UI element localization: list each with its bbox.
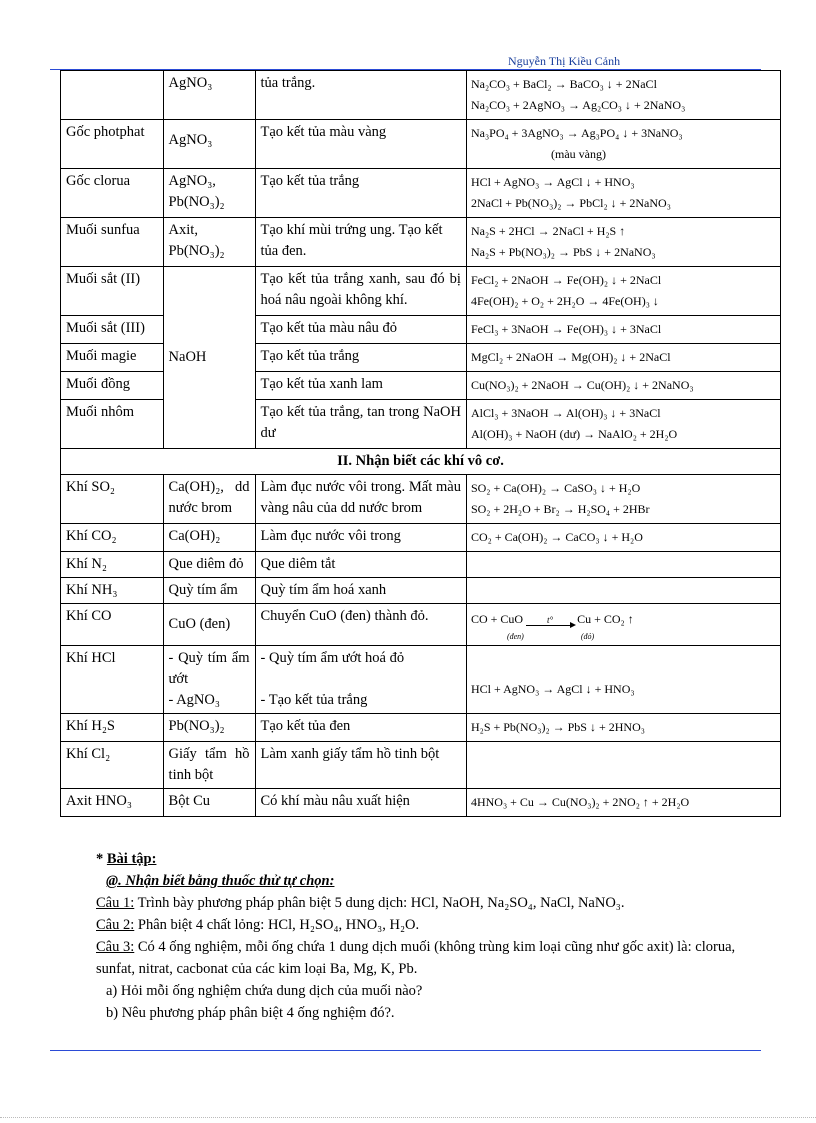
equation: FeCl₃ + 3NaOH → Fe(OH)₃ ↓ + 3NaCl <box>470 322 662 336</box>
equation: 4HNO₃ + Cu → Cu(NO₃)₂ + 2NO₂ ↑ + 2H₂O <box>470 795 690 809</box>
cell-phenomenon: Chuyển CuO (đen) thành đỏ. <box>255 604 466 646</box>
cell-equation <box>466 372 780 400</box>
section-row <box>61 449 781 475</box>
cell-equation <box>466 169 780 218</box>
cell-substance: Khí Cl₂ <box>61 742 164 789</box>
cell-reagent: Pb(NO₃)₂ <box>163 714 255 742</box>
question-3: Câu 3: Có 4 ống nghiệm, mỗi ống chứa 1 dung dịch muối (không trùng kim loại cũng như gốc axit) là: clorua, sunfat, nitrat, cacbonat của các kim loại Ba, Mg, K, Pb. <box>96 939 736 977</box>
equation: FeCl₂ + 2NaOH → Fe(OH)₂ ↓ + 2NaCl <box>470 273 662 287</box>
exercises-section <box>96 848 776 1024</box>
table-row <box>61 604 781 646</box>
cell-substance <box>61 71 164 120</box>
cell-equation <box>466 218 780 267</box>
equation: MgCl₂ + 2NaOH → Mg(OH)₂ ↓ + 2NaCl <box>470 350 671 364</box>
equation: 4Fe(OH)₂ + O₂ + 2H₂O → 4Fe(OH)₃ ↓ <box>470 294 659 308</box>
condition: t° <box>547 615 554 625</box>
phenomenon-line: - Tạo kết tủa trắng <box>260 692 368 708</box>
equation: HCl + AgNO₃ → AgCl ↓ + HNO₃ <box>470 682 635 696</box>
table-row <box>61 218 781 267</box>
cell-phenomenon: Tạo kết tủa trắng xanh, sau đó bị hoá nâu ngoài không khí. <box>255 267 466 316</box>
section-heading: II. Nhận biết các khí vô cơ. <box>61 449 781 475</box>
cell-reagent: AgNO₃ <box>163 71 255 120</box>
table-row <box>61 714 781 742</box>
cell-equation <box>466 120 780 169</box>
cell-equation <box>466 316 780 344</box>
table-row <box>61 475 781 524</box>
cell-substance: Khí SO₂ <box>61 475 164 524</box>
cell-substance: Muối đồng <box>61 372 164 400</box>
cell-reagent: Ca(OH)₂ <box>163 524 255 552</box>
reagent-line: - AgNO₃ <box>168 692 220 708</box>
table-row <box>61 789 781 817</box>
equation: H₂S + Pb(NO₃)₂ → PbS ↓ + 2HNO₃ <box>470 720 645 734</box>
equation-co <box>471 607 776 630</box>
exercises-title: * Bài tập: <box>96 851 157 867</box>
cell-substance: Muối nhôm <box>61 400 164 449</box>
cell-phenomenon: Que diêm tắt <box>255 552 466 578</box>
table-row <box>61 169 781 218</box>
cell-substance: Gốc clorua <box>61 169 164 218</box>
equation: SO₂ + 2H₂O + Br₂ → H₂SO₄ + 2HBr <box>470 502 650 516</box>
cell-substance: Muối sunfua <box>61 218 164 267</box>
cell-equation-empty <box>466 552 780 578</box>
question-2: Câu 2: Phân biệt 4 chất lỏng: HCl, H₂SO₄, HNO₃, H₂O. <box>96 917 420 933</box>
exercises-subtitle: @. Nhận biết bằng thuốc thử tự chọn: <box>106 873 335 889</box>
cell-phenomenon: Tạo kết tủa màu vàng <box>255 120 466 169</box>
equation: Al(OH)₃ + NaOH (dư) → NaAlO₂ + 2H₂O <box>470 427 678 441</box>
cell-phenomenon: Tạo kết tủa trắng, tan trong NaOH dư <box>255 400 466 449</box>
cell-phenomenon: Tạo kết tủa trắng <box>255 344 466 372</box>
cell-reagent: AgNO₃ <box>163 120 255 169</box>
cell-reagent: Que diêm đỏ <box>163 552 255 578</box>
cell-reagent <box>163 646 255 714</box>
table-row <box>61 71 781 120</box>
cell-phenomenon: Làm đục nước vôi trong <box>255 524 466 552</box>
equation: Cu(NO₃)₂ + 2NaOH → Cu(OH)₂ ↓ + 2NaNO₃ <box>470 378 694 392</box>
cell-equation <box>466 524 780 552</box>
cell-substance: Axit HNO₃ <box>61 789 164 817</box>
under-label: (đen) <box>506 632 524 641</box>
equation: Na₂CO₃ + 2AgNO₃ → Ag₂CO₃ ↓ + 2NaNO₃ <box>470 98 686 112</box>
cell-equation <box>466 789 780 817</box>
author-header: Nguyễn Thị Kiều Cảnh <box>508 54 621 68</box>
table-row <box>61 552 781 578</box>
cell-reagent: CuO (đen) <box>163 604 255 646</box>
question-3a: a) Hỏi mỗi ống nghiệm chứa dung dịch của muối nào? <box>106 983 423 999</box>
cell-phenomenon: Tạo khí mùi trứng ung. Tạo kết tủa đen. <box>255 218 466 267</box>
table-row <box>61 267 781 316</box>
equation: HCl + AgNO₃ → AgCl ↓ + HNO₃ <box>470 175 635 189</box>
cell-phenomenon: Làm xanh giấy tẩm hồ tinh bột <box>255 742 466 789</box>
cell-substance: Muối sắt (II) <box>61 267 164 316</box>
footer-rule <box>50 1050 761 1051</box>
cell-substance: Muối magie <box>61 344 164 372</box>
cell-substance: Gốc photphat <box>61 120 164 169</box>
cell-phenomenon: Tạo kết tủa đen <box>255 714 466 742</box>
cell-equation-empty <box>466 578 780 604</box>
cell-phenomenon: Tạo kết tủa màu nâu đỏ <box>255 316 466 344</box>
cell-substance: Khí H₂S <box>61 714 164 742</box>
equation-left: CO + CuO <box>470 612 524 626</box>
equation-right: Cu + CO₂ ↑ <box>577 612 634 626</box>
phenomenon-line: - Quỳ tím ẩm ướt hoá đỏ <box>260 650 405 666</box>
cell-equation <box>466 646 780 714</box>
cell-phenomenon: Có khí màu nâu xuất hiện <box>255 789 466 817</box>
cell-substance: Khí CO <box>61 604 164 646</box>
equation-note: (màu vàng) <box>550 147 606 161</box>
cell-phenomenon: Quỳ tím ẩm hoá xanh <box>255 578 466 604</box>
cell-reagent: AgNO₃, Pb(NO₃)₂ <box>163 169 255 218</box>
cell-substance: Khí N₂ <box>61 552 164 578</box>
cell-phenomenon <box>255 646 466 714</box>
equation: AlCl₃ + 3NaOH → Al(OH)₃ ↓ + 3NaCl <box>470 406 661 420</box>
cell-substance: Muối sắt (III) <box>61 316 164 344</box>
cell-phenomenon: Tạo kết tủa xanh lam <box>255 372 466 400</box>
cell-equation <box>466 714 780 742</box>
equation: Na₂S + 2HCl → 2NaCl + H₂S ↑ <box>470 224 626 238</box>
cell-equation-empty <box>466 742 780 789</box>
table-row <box>61 578 781 604</box>
question-1: Câu 1: Trình bày phương pháp phân biệt 5 dung dịch: HCl, NaOH, Na₂SO₄, NaCl, NaNO₃. <box>96 895 625 911</box>
cell-equation <box>466 71 780 120</box>
table-row <box>61 524 781 552</box>
table-row <box>61 646 781 714</box>
cell-reagent: Ca(OH)₂, dd nước brom <box>163 475 255 524</box>
cell-phenomenon: Tạo kết tủa trắng <box>255 169 466 218</box>
cell-reagent-naoh: NaOH <box>163 267 255 449</box>
cell-reagent: Quỳ tím ẩm <box>163 578 255 604</box>
identification-table <box>60 70 781 817</box>
cell-reagent: Axit, Pb(NO₃)₂ <box>163 218 255 267</box>
equation: Na₂S + Pb(NO₃)₂ → PbS ↓ + 2NaNO₃ <box>470 245 656 259</box>
cell-equation <box>466 400 780 449</box>
page-edge <box>0 1117 816 1118</box>
cell-substance: Khí CO₂ <box>61 524 164 552</box>
cell-reagent: Bột Cu <box>163 789 255 817</box>
cell-equation <box>466 475 780 524</box>
under-label: (đỏ) <box>580 632 595 641</box>
equation: SO₂ + Ca(OH)₂ → CaSO₃ ↓ + H₂O <box>470 481 641 495</box>
cell-substance: Khí HCl <box>61 646 164 714</box>
cell-substance: Khí NH₃ <box>61 578 164 604</box>
cell-phenomenon: tủa trắng. <box>255 71 466 120</box>
cell-equation <box>466 604 780 646</box>
equation: CO₂ + Ca(OH)₂ → CaCO₃ ↓ + H₂O <box>470 530 643 544</box>
cell-phenomenon: Làm đục nước vôi trong. Mất màu vàng nâu của dd nước brom <box>255 475 466 524</box>
equation: Na₃PO₄ + 3AgNO₃ → Ag₃PO₄ ↓ + 3NaNO₃ <box>470 126 683 140</box>
cell-equation <box>466 267 780 316</box>
table-row <box>61 742 781 789</box>
equation: Na₂CO₃ + BaCl₂ → BaCO₃ ↓ + 2NaCl <box>470 77 657 91</box>
reagent-line: - Quỳ tím ẩm ướt <box>168 650 250 687</box>
table-row <box>61 120 781 169</box>
cell-equation <box>466 344 780 372</box>
cell-reagent: Giấy tẩm hồ tinh bột <box>163 742 255 789</box>
question-3b: b) Nêu phương pháp phân biệt 4 ống nghiệm đó?. <box>106 1005 395 1021</box>
equation: 2NaCl + Pb(NO₃)₂ → PbCl₂ ↓ + 2NaNO₃ <box>470 196 671 210</box>
heat-arrow <box>526 616 574 630</box>
